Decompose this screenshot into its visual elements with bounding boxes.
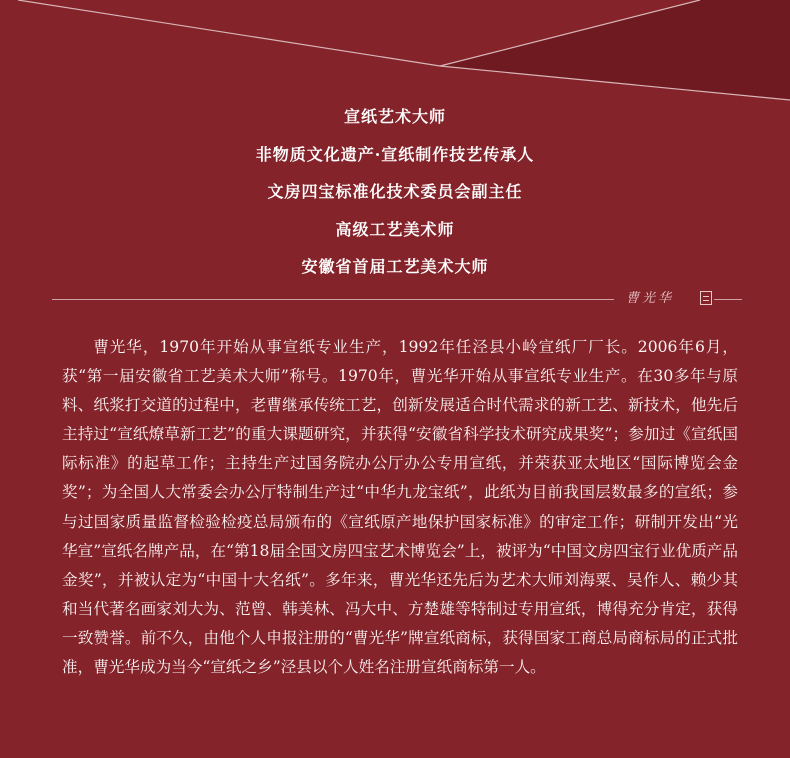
divider-rule-right (714, 299, 742, 300)
signature: 曹光华 (626, 291, 675, 306)
honor-title-1: 宣纸艺术大师 (343, 107, 446, 126)
honor-title-3: 文房四宝标准化技术委员会副主任 (267, 182, 523, 201)
divider-rule-left (52, 299, 614, 300)
seal-stamp-icon (700, 291, 712, 305)
honor-titles (0, 98, 790, 286)
honor-title-4: 高级工艺美术师 (335, 219, 455, 239)
biography-paragraph: 曹光华，1970年开始从事宣纸专业生产，1992年任泾县小岭宣纸厂厂长。2006年6月，获“第一届安徽省工艺美术大师”称号。1970年，曹光华开始从事宣纸专业生产。在30多年与原料、纸浆打交道的过程中，老曹继承传统工艺，创新发展适合时代需求的新工艺、新技术，他先后主持过“宣纸燎草新工艺”的重大课题研究，并获得“安徽省科学技术研究成果奖”；参加过《宣纸国际标准》的起草工作；主持生产过国务院办公厅办公专用宣纸，并荣获亚太地区“国际博览会金奖”；为全国人大常委会办公厅特制生产过“中华九龙宝纸”，此纸为目前我国层数最多的宣纸；参与过国家质量监督检验检疫总局颁布的《宣纸原产地保护国家标准》的审定工作；研制开发出“光华宣”宣纸名牌产品，在“第18届全国文房四宝艺术博览会”上，被评为“中国文房四宝行业优质产品金奖”，并被认定为“中国十大名纸”。多年来，曹光华还先后为艺术大师刘海粟、吴作人、赖少其和当代著名画家刘大为、范曾、韩美林、冯大中、方楚雄等特制过专用宣纸，博得充分肯定，获得一致赞誉。前不久，由他个人申报注册的“曹光华”牌宣纸商标，获得国家工商总局商标局的正式批准，曹光华成为当今“宣纸之乡”泾县以个人姓名注册宣纸商标第一人。 (62, 338, 738, 677)
section-divider (52, 291, 742, 306)
honor-title-5: 安徽省首届工艺美术大师 (301, 257, 489, 276)
header-line-diagonal-left (18, 0, 440, 66)
header-shadow-band (440, 0, 790, 100)
honor-title-2: 非物质文化遗产·宣纸制作技艺传承人 (255, 144, 535, 164)
